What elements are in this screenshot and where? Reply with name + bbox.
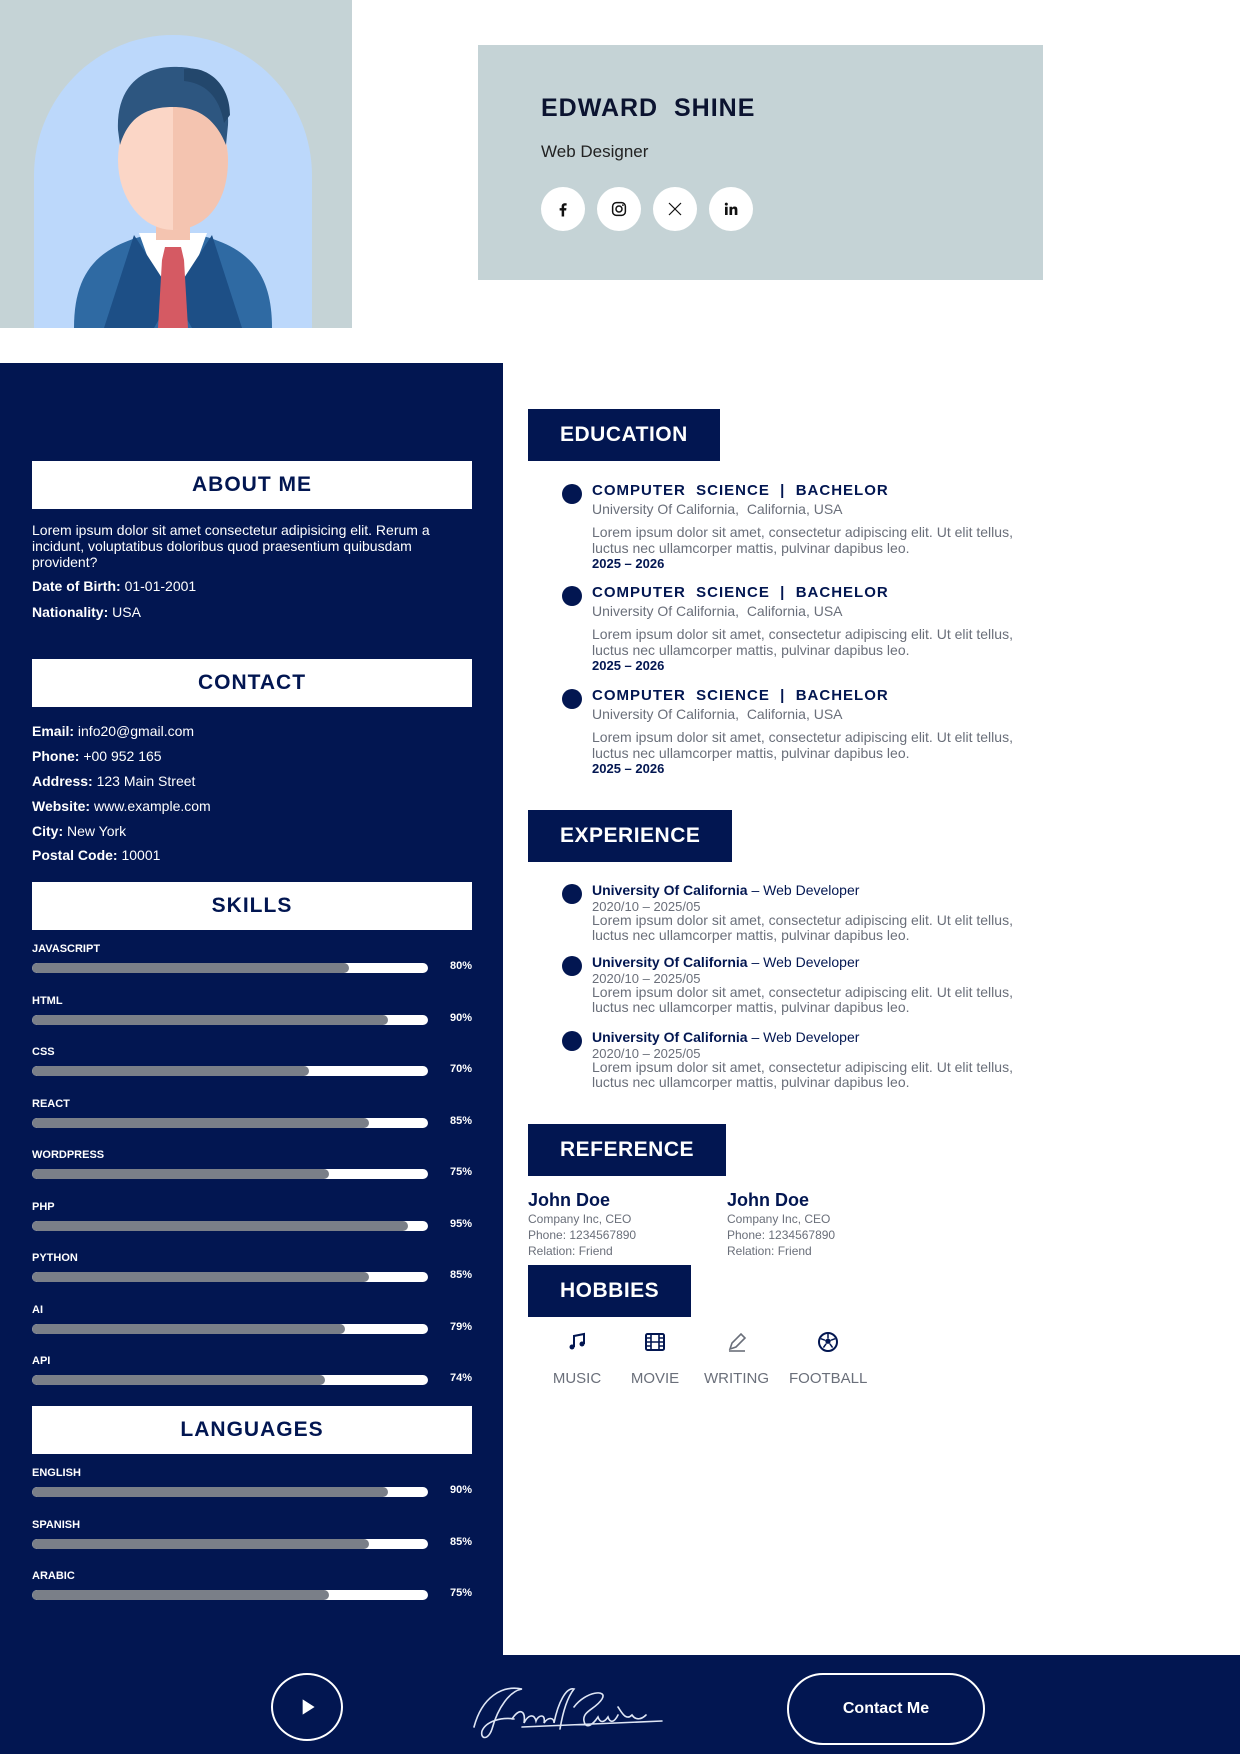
email-line — [32, 723, 194, 739]
experience-role: – Web Developer — [747, 1029, 860, 1045]
reference-company: Company Inc, CEO — [528, 1212, 632, 1226]
postal-line — [32, 847, 160, 863]
nationality-value: USA — [112, 604, 141, 620]
bullet-dot — [562, 956, 582, 976]
sidebar — [0, 363, 503, 1655]
reference-heading: REFERENCE — [528, 1124, 726, 1176]
experience-title — [592, 882, 859, 898]
bar-label: HTML — [32, 994, 63, 1007]
address-label: Address: — [32, 773, 93, 789]
experience-org: University Of California — [592, 1029, 748, 1045]
progress-bar — [32, 1324, 428, 1334]
hobby-label: MOVIE — [630, 1370, 680, 1387]
bar-percent: 75% — [449, 1587, 472, 1599]
experience-item — [560, 951, 1050, 1017]
progress-bar — [32, 1221, 428, 1231]
progress-bar — [32, 1487, 428, 1497]
bar-percent: 90% — [449, 1011, 472, 1024]
education-description: Lorem ipsum dolor sit amet, consectetur adipiscing elit. Ut elit tellus, luctus nec ullamcorper mattis, pulvinar dapibus leo. — [592, 626, 1013, 658]
education-school: University Of California, California, USA — [592, 603, 843, 619]
x-button[interactable] — [653, 187, 697, 231]
progress-fill — [32, 1324, 345, 1334]
experience-date: 2020/10 – 2025/05 — [592, 899, 701, 914]
experience-heading: EXPERIENCE — [528, 810, 732, 862]
reference-relation: Relation: Friend — [528, 1244, 613, 1258]
experience-title — [592, 1029, 859, 1045]
bar-label: WORDPRESS — [32, 1149, 105, 1161]
play-icon — [294, 1694, 320, 1720]
reference-phone: Phone: 1234567890 — [727, 1228, 836, 1242]
contact-me-button[interactable]: Contact Me — [787, 1673, 985, 1745]
progress-fill — [32, 1375, 325, 1385]
bullet-dot — [562, 586, 582, 606]
film-icon — [643, 1330, 667, 1354]
hobby-football — [789, 1330, 867, 1387]
facebook-icon — [554, 200, 572, 218]
bar-percent: 79% — [449, 1320, 472, 1333]
education-title: COMPUTER SCIENCE | BACHELOR — [592, 482, 889, 499]
skills-heading: SKILLS — [32, 882, 472, 930]
education-item — [560, 581, 1050, 671]
bar-row — [32, 1098, 472, 1138]
hobby-label: FOOTBALL — [789, 1370, 868, 1387]
education-title: COMPUTER SCIENCE | BACHELOR — [592, 584, 889, 601]
city-value: New York — [67, 823, 127, 839]
city-label: City: — [32, 823, 64, 839]
phone-line — [32, 748, 162, 764]
progress-bar — [32, 1590, 428, 1600]
nationality-label: Nationality: — [32, 604, 109, 620]
instagram-button[interactable] — [597, 187, 641, 231]
bar-label: JAVASCRIPT — [32, 943, 101, 955]
reference-company: Company Inc, CEO — [727, 1212, 831, 1226]
experience-description: Lorem ipsum dolor sit amet, consectetur adipiscing elit. Ut elit tellus, luctus nec ullamcorper mattis, pulvinar dapibus leo. — [592, 1059, 1013, 1090]
progress-fill — [32, 1118, 369, 1128]
hobbies-list — [548, 1330, 867, 1387]
bar-label: CSS — [32, 1046, 55, 1058]
progress-fill — [32, 1169, 329, 1179]
reference-card — [727, 1190, 917, 1259]
avatar — [34, 35, 312, 328]
reference-relation: Relation: Friend — [727, 1244, 812, 1258]
email-label: Email: — [32, 723, 75, 739]
reference-card — [528, 1190, 718, 1259]
linkedin-icon — [722, 200, 740, 218]
person-role: Web Designer — [541, 142, 649, 161]
progress-bar — [32, 1015, 428, 1025]
progress-fill — [32, 1539, 369, 1549]
hobby-movie — [626, 1330, 684, 1387]
progress-fill — [32, 963, 349, 973]
experience-item — [560, 879, 1050, 945]
website-value[interactable]: www.example.com — [93, 798, 211, 814]
dob-line — [32, 578, 196, 594]
bar-row — [32, 1570, 472, 1610]
social-links — [541, 187, 753, 231]
bar-label: API — [32, 1355, 51, 1367]
bar-row — [32, 1046, 472, 1086]
play-button[interactable] — [271, 1673, 343, 1741]
address-line — [32, 773, 195, 789]
postal-value: 10001 — [121, 847, 161, 863]
progress-fill — [32, 1487, 388, 1497]
bar-row — [32, 1201, 472, 1241]
football-icon — [816, 1330, 840, 1354]
about-text: Lorem ipsum dolor sit amet consectetur adipisicing elit. Rerum a incidunt, voluptatibus doloribus quod praesentium quibusdam provident? — [32, 522, 430, 570]
x-icon — [666, 200, 684, 218]
progress-bar — [32, 963, 428, 973]
bar-percent: 85% — [449, 1269, 472, 1281]
bar-row — [32, 995, 472, 1035]
bar-label: PYTHON — [32, 1252, 78, 1264]
postal-label: Postal Code: — [32, 847, 118, 863]
reference-name: John Doe — [727, 1190, 810, 1210]
footer — [0, 1655, 1240, 1754]
website-label: Website: — [32, 798, 91, 814]
bar-label: ENGLISH — [32, 1467, 81, 1479]
education-item — [560, 684, 1050, 774]
bullet-dot — [562, 689, 582, 709]
pen-icon — [725, 1330, 749, 1354]
reference-name: John Doe — [528, 1190, 611, 1210]
education-date: 2025 – 2026 — [592, 556, 665, 571]
experience-org: University Of California — [592, 954, 748, 970]
bar-percent: 95% — [449, 1217, 472, 1230]
bar-percent: 70% — [449, 1063, 472, 1075]
bar-percent: 85% — [449, 1535, 472, 1548]
email-value[interactable]: info20@gmail.com — [77, 723, 195, 739]
progress-fill — [32, 1066, 309, 1076]
bar-percent: 80% — [449, 960, 472, 972]
progress-bar — [32, 1118, 428, 1128]
progress-bar — [32, 1272, 428, 1282]
address-value: 123 Main Street — [96, 773, 196, 789]
hobby-label: WRITING — [704, 1370, 769, 1387]
bullet-dot — [562, 484, 582, 504]
music-note-icon — [565, 1330, 589, 1354]
bar-row — [32, 1467, 472, 1507]
contact-heading: CONTACT — [32, 659, 472, 707]
experience-role: – Web Developer — [747, 954, 860, 970]
about-heading: ABOUT ME — [32, 461, 472, 509]
linkedin-button[interactable] — [709, 187, 753, 231]
education-heading: EDUCATION — [528, 409, 720, 461]
progress-bar — [32, 1066, 428, 1076]
instagram-icon — [610, 200, 628, 218]
dob-value: 01-01-2001 — [124, 578, 197, 594]
reference-phone: Phone: 1234567890 — [528, 1228, 637, 1242]
bar-label: SPANISH — [32, 1518, 81, 1531]
bar-row — [32, 1355, 472, 1395]
progress-bar — [32, 1375, 428, 1385]
languages-heading: LANGUAGES — [32, 1406, 472, 1454]
hobbies-heading: HOBBIES — [528, 1265, 691, 1317]
experience-org: University Of California — [592, 882, 748, 898]
hobby-writing — [704, 1330, 769, 1387]
avatar-illustration — [34, 35, 312, 328]
experience-item — [560, 1026, 1050, 1092]
progress-fill — [32, 1590, 329, 1600]
bar-label: AI — [32, 1303, 43, 1316]
phone-value: +00 952 165 — [83, 748, 162, 764]
bar-row — [32, 1252, 472, 1292]
experience-date: 2020/10 – 2025/05 — [592, 1046, 701, 1061]
hobby-label: MUSIC — [552, 1370, 602, 1387]
bullet-dot — [562, 1031, 582, 1051]
education-date: 2025 – 2026 — [592, 761, 665, 776]
bar-row — [32, 943, 472, 983]
progress-fill — [32, 1221, 408, 1231]
education-title: COMPUTER SCIENCE | BACHELOR — [592, 687, 889, 704]
experience-role: – Web Developer — [747, 882, 860, 898]
progress-fill — [32, 1015, 388, 1025]
bar-percent: 85% — [449, 1114, 472, 1127]
bullet-dot — [562, 884, 582, 904]
education-school: University Of California, California, USA — [592, 501, 843, 517]
bar-label: REACT — [32, 1097, 70, 1110]
bar-row — [32, 1304, 472, 1344]
progress-bar — [32, 1539, 428, 1549]
phone-label: Phone: — [32, 748, 80, 764]
dob-label: Date of Birth: — [32, 578, 121, 594]
experience-date: 2020/10 – 2025/05 — [592, 971, 701, 986]
experience-description: Lorem ipsum dolor sit amet, consectetur adipiscing elit. Ut elit tellus, luctus nec ullamcorper mattis, pulvinar dapibus leo. — [592, 984, 1013, 1015]
bar-percent: 74% — [449, 1372, 472, 1384]
nationality-line — [32, 604, 141, 620]
education-date: 2025 – 2026 — [592, 658, 665, 673]
progress-bar — [32, 1169, 428, 1179]
bar-label: PHP — [32, 1200, 55, 1213]
facebook-button[interactable] — [541, 187, 585, 231]
name-card — [478, 45, 1043, 280]
city-line — [32, 823, 126, 839]
education-school: University Of California, California, USA — [592, 706, 843, 722]
website-line — [32, 798, 211, 814]
education-description: Lorem ipsum dolor sit amet, consectetur adipiscing elit. Ut elit tellus, luctus nec ullamcorper mattis, pulvinar dapibus leo. — [592, 729, 1013, 761]
bar-percent: 90% — [449, 1484, 472, 1496]
signature — [462, 1677, 672, 1747]
education-item — [560, 479, 1050, 569]
person-name: EDWARD SHINE — [541, 94, 756, 122]
bar-percent: 75% — [449, 1166, 472, 1178]
bar-row — [32, 1149, 472, 1189]
progress-fill — [32, 1272, 369, 1282]
bar-label: ARABIC — [32, 1570, 75, 1582]
education-description: Lorem ipsum dolor sit amet, consectetur adipiscing elit. Ut elit tellus, luctus nec ullamcorper mattis, pulvinar dapibus leo. — [592, 524, 1013, 556]
experience-description: Lorem ipsum dolor sit amet, consectetur adipiscing elit. Ut elit tellus, luctus nec ullamcorper mattis, pulvinar dapibus leo. — [592, 912, 1013, 943]
bar-row — [32, 1519, 472, 1559]
hobby-music — [548, 1330, 606, 1387]
photo-panel — [0, 0, 352, 328]
experience-title — [592, 954, 859, 970]
